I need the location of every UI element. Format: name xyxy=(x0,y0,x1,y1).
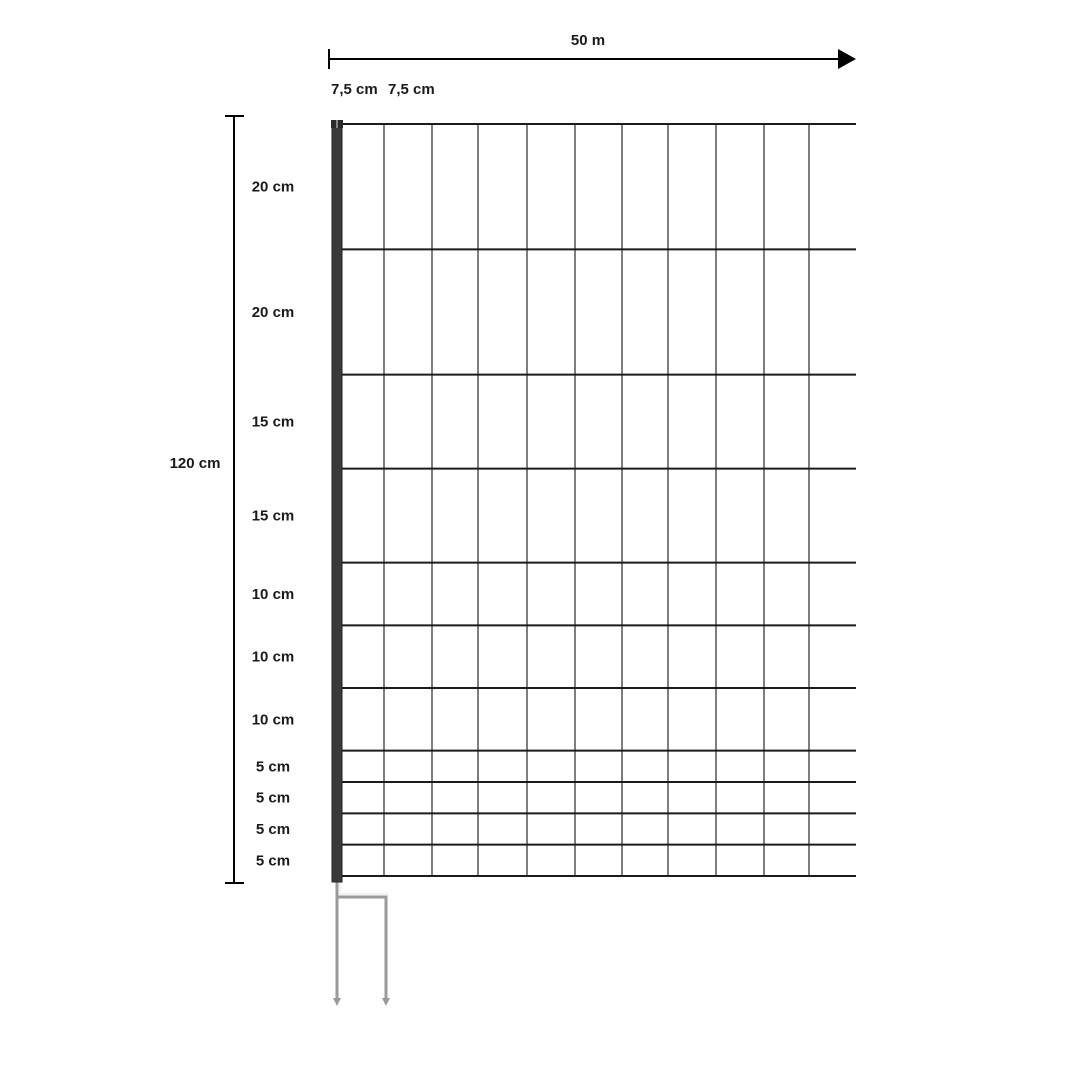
spike-highlight xyxy=(340,882,389,894)
row-spacing-label-6: 10 cm xyxy=(251,648,295,666)
fence-mesh xyxy=(342,124,856,876)
length-arrow-head xyxy=(838,49,856,69)
row-spacing-label-1: 20 cm xyxy=(251,178,295,196)
spike-right-tip xyxy=(382,998,390,1006)
spike-frame xyxy=(337,880,386,998)
fence-post xyxy=(331,120,343,882)
row-spacing-label-3: 15 cm xyxy=(251,413,295,431)
height-label: 120 cm xyxy=(169,455,221,472)
length-label: 50 m xyxy=(570,32,606,49)
row-spacing-label-9: 5 cm xyxy=(255,789,291,807)
row-spacing-label-10: 5 cm xyxy=(255,821,291,838)
mesh-width-label-2: 7,5 cm xyxy=(388,81,435,98)
row-spacing-label-11: 5 cm xyxy=(255,852,291,870)
ground-spike xyxy=(333,880,390,1006)
row-spacing-label-2: 20 cm xyxy=(251,304,295,321)
height-dimension xyxy=(170,116,244,883)
post-body xyxy=(332,122,342,882)
row-spacing-labels xyxy=(252,179,295,870)
row-spacing-label-5: 10 cm xyxy=(251,586,295,603)
row-spacing-label-4: 15 cm xyxy=(251,507,295,525)
row-spacing-label-8: 5 cm xyxy=(255,758,291,776)
row-spacing-label-7: 10 cm xyxy=(251,711,295,729)
length-dimension xyxy=(329,32,856,69)
spike-left-tip xyxy=(333,998,341,1006)
mesh-width-label-1: 7,5 cm xyxy=(331,81,378,98)
